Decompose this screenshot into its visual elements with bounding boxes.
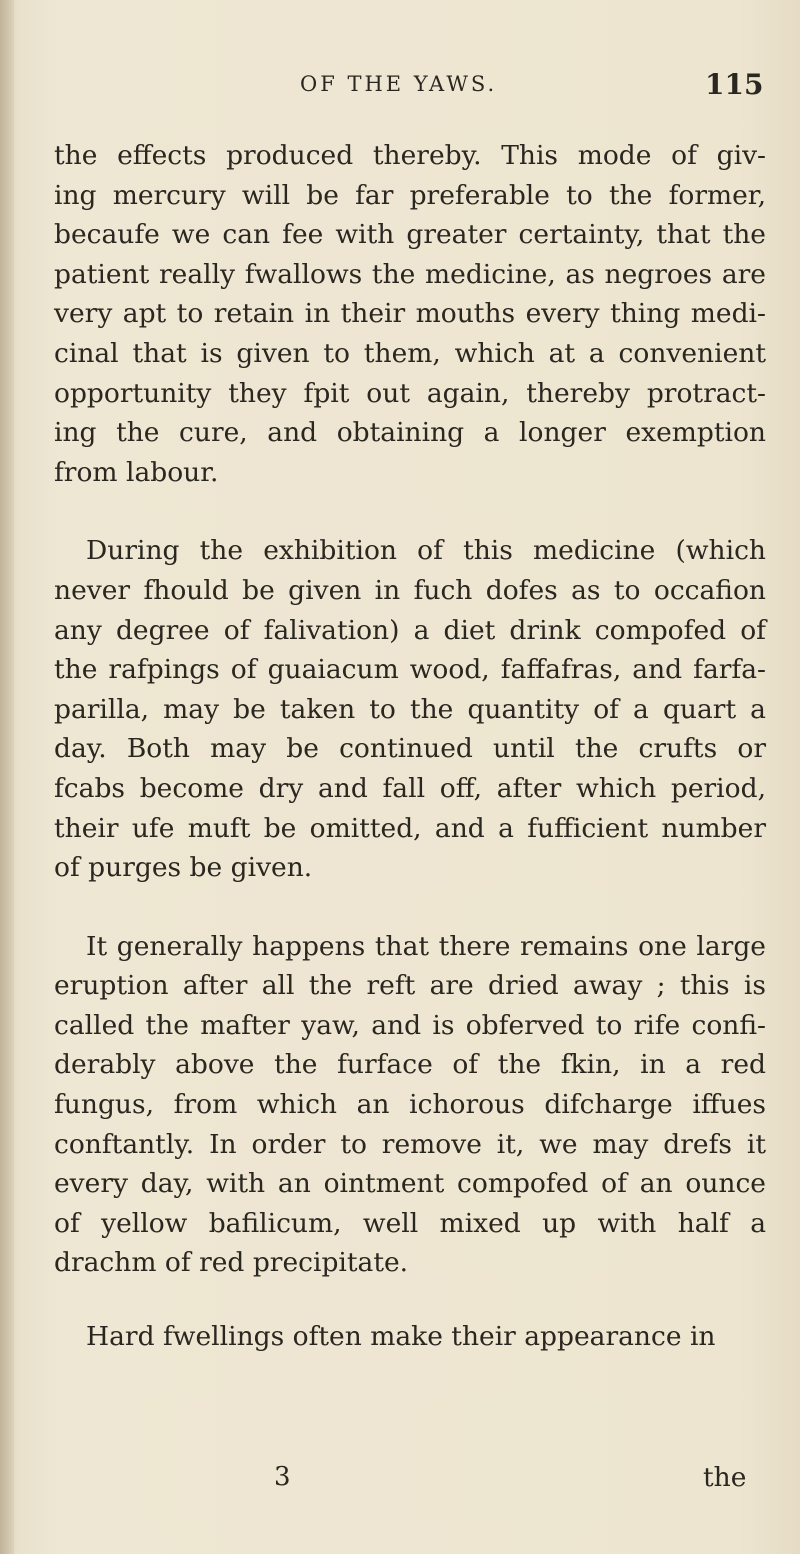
text-line: day. Both may be continued until the crufts or: [54, 733, 766, 765]
text-line: the rafpings of guaiacum wood, faffafras, and farfa-: [54, 654, 766, 686]
text-line: never fhould be given in fuch dofes as to occafion: [54, 574, 766, 606]
paragraph-gap: [54, 888, 766, 927]
paragraph-3: [54, 927, 766, 1283]
text-line: opportunity they fpit out again, thereby protract-: [54, 377, 766, 409]
signature-mark: 3: [274, 1462, 291, 1492]
text-line: their ufe muft be omitted, and a fufficient number: [54, 812, 766, 844]
text-line: ing mercury will be far preferable to the former,: [54, 179, 766, 211]
text-line: every day, with an ointment compofed of an ounce: [54, 1168, 766, 1200]
paragraph-2: [54, 531, 766, 887]
text-line: from labour.: [54, 456, 219, 488]
text-line: ing the cure, and obtaining a longer exemption: [54, 417, 766, 449]
body-text: [54, 136, 766, 1357]
running-head: [0, 68, 800, 112]
text-line: any degree of falivation) a diet drink compofed of: [54, 614, 766, 646]
text-line: eruption after all the reft are dried away ; this is: [54, 970, 766, 1002]
text-line: of yellow bafilicum, well mixed up with half a: [54, 1207, 766, 1239]
text-line: derably above the furface of the fkin, in a red: [54, 1049, 766, 1081]
text-line: fcabs become dry and fall off, after which period,: [54, 772, 766, 804]
text-line: the effects produced thereby. This mode of giv-: [54, 140, 766, 171]
paragraph-1: [54, 136, 766, 492]
paragraph-gap: [54, 1283, 766, 1317]
page-number: 115: [705, 68, 764, 101]
page-gutter-shadow: [0, 0, 14, 1554]
text-line: It generally happens that there remains one large: [86, 930, 766, 962]
paragraph-4: [54, 1317, 766, 1357]
catchword: the: [703, 1462, 747, 1493]
text-line: fungus, from which an ichorous difcharge iffues: [54, 1089, 766, 1121]
text-line: parilla, may be taken to the quantity of a quart a: [54, 693, 766, 725]
text-line: Hard fwellings often make their appearance in: [86, 1321, 716, 1353]
text-line: patient really fwallows the medicine, as negroes are: [54, 258, 766, 290]
text-line: of purges be given.: [54, 852, 313, 884]
text-line: conftantly. In order to remove it, we may drefs it: [54, 1128, 766, 1160]
paragraph-gap: [54, 492, 766, 531]
text-line: called the mafter yaw, and is obferved to rife confi-: [54, 1009, 766, 1041]
text-line: becaufe we can fee with greater certainty, that the: [54, 219, 766, 251]
catchline: [0, 1462, 800, 1502]
text-line: drachm of red precipitate.: [54, 1247, 409, 1279]
text-line: During the exhibition of this medicine (which: [86, 535, 766, 567]
running-title: OF THE YAWS.: [300, 72, 498, 96]
text-line: very apt to retain in their mouths every thing medi-: [54, 298, 766, 330]
text-line: cinal that is given to them, which at a convenient: [54, 337, 766, 369]
